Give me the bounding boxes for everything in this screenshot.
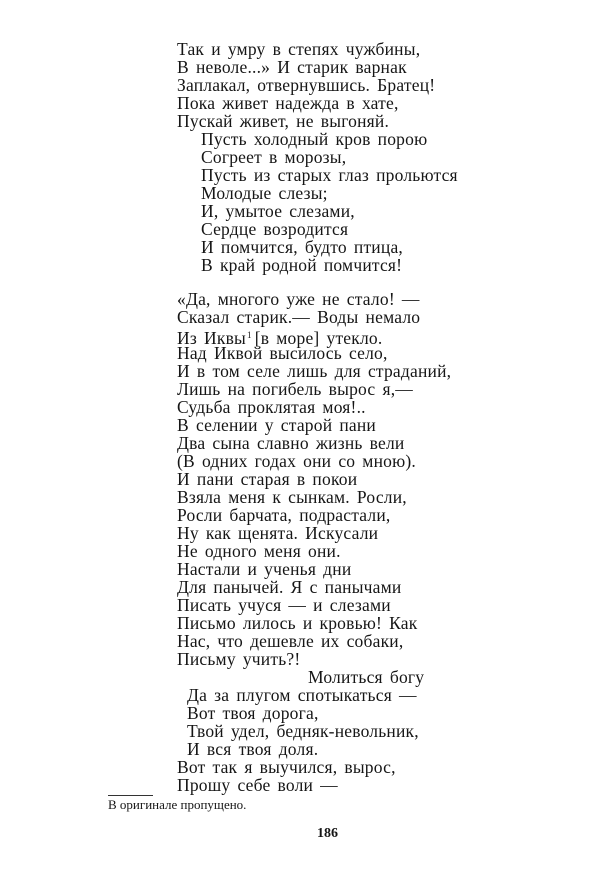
verse-line: В неволе...» И старик варнак [177, 57, 407, 77]
footnote: В оригинале пропущено. [108, 797, 247, 812]
verse-line: Молодые слезы; [201, 183, 328, 203]
verse-line: Сердце возродится [201, 219, 349, 239]
verse-text: [в море] утекло. [254, 328, 383, 348]
verse-line: Письмо лилось и кровью! Как [177, 613, 418, 633]
verse-line: Письму учить?! [177, 649, 301, 669]
verse-line: В селении у старой пани [177, 415, 376, 435]
verse-line: Два сына славно жизнь вели [177, 433, 405, 453]
verse-line: Над Иквой высилось село, [177, 343, 388, 363]
verse-line: Взяла меня к сынкам. Росли, [177, 487, 407, 507]
verse-line: Пусть холодный кров порою [201, 129, 428, 149]
verse-line: Сказал старик.— Воды немало [177, 307, 421, 327]
verse-line: Для панычей. Я с панычами [177, 577, 402, 597]
verse-line: Молиться богу [308, 667, 425, 687]
verse-line: (В одних годах они со мною). [177, 451, 416, 471]
verse-line: Заплакал, отвернувшись. Братец! [177, 75, 436, 95]
verse-line: Пускай живет, не выгоняй. [177, 111, 390, 131]
verse-text: Из Иквы [177, 328, 246, 348]
verse-line: И помчится, будто птица, [201, 237, 403, 257]
verse-line: Пусть из старых глаз прольются [201, 165, 458, 185]
stanza-1 [177, 40, 458, 274]
verse-line: И в том селе лишь для страданий, [177, 361, 452, 381]
verse-line: «Да, многого уже не стало! — [177, 289, 420, 309]
verse-line: Да за плугом спотыкаться — [187, 685, 417, 705]
footnote-divider [108, 795, 153, 796]
verse-line: И вся твоя доля. [187, 739, 319, 759]
verse-line: Вот так я выучился, вырос, [177, 757, 396, 777]
verse-line: Не одного меня они. [177, 541, 341, 561]
verse-line: В край родной помчится! [201, 255, 403, 275]
verse-line: Согреет в морозы, [201, 147, 347, 167]
verse-line: Так и умру в степях чужбины, [177, 39, 421, 59]
verse-line: Твой удел, бедняк-невольник, [187, 721, 419, 741]
verse-line: Судьба проклятая моя!.. [177, 397, 366, 417]
verse-line: И, умытое слезами, [201, 201, 355, 221]
verse-line: Лишь на погибель вырос я,— [177, 379, 413, 399]
verse-line: Писать учуся — и слезами [177, 595, 391, 615]
verse-line: Ну как щенята. Искусали [177, 523, 379, 543]
verse-line: И пани старая в покои [177, 469, 358, 489]
stanza-2 [177, 290, 451, 794]
verse-line: Вот твоя дорога, [187, 703, 319, 723]
verse-line: Настали и ученья дни [177, 559, 352, 579]
verse-line: Нас, что дешевле их собаки, [177, 631, 404, 651]
verse-line [177, 326, 451, 348]
verse-line: Росли барчата, подрастали, [177, 505, 391, 525]
page-number: 186 [317, 826, 338, 841]
footnote-marker[interactable]: 1 [247, 330, 252, 340]
verse-line: Прошу себе воли — [177, 775, 338, 795]
verse-line: Пока живет надежда в хате, [177, 93, 399, 113]
